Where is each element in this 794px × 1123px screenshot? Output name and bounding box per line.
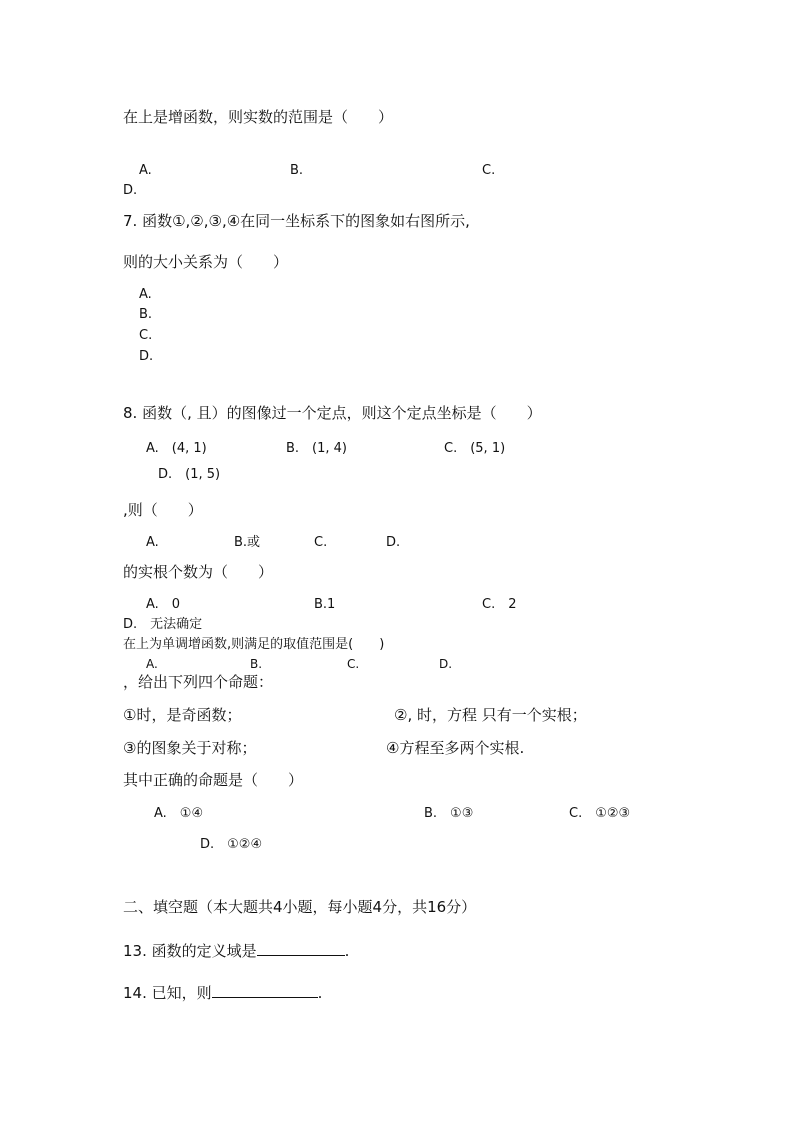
section-2-title: 二、填空题（本大题共4小题，每小题4分，共16分）	[123, 898, 477, 916]
q8-option-c: C. (5, 1)	[444, 441, 506, 456]
q12-proposition-2: ②, 时，方程 只有一个实根；	[394, 706, 587, 724]
q14-line	[123, 983, 322, 1002]
q12-stem: ，给出下列四个命题：	[123, 673, 274, 691]
q6-option-a: A.	[139, 163, 152, 178]
q14-stem: 14. 已知，则	[123, 984, 212, 1002]
q6-option-b: B.	[290, 163, 304, 178]
q12-option-d: D. ①②④	[200, 837, 263, 852]
q13-stem: 13. 函数的定义域是	[123, 942, 257, 960]
q7-stem2: 则的大小关系为（ ）	[123, 253, 289, 271]
q10-stem: 的实根个数为（ ）	[123, 563, 274, 581]
q12-proposition-3: ③的图象关于对称；	[123, 739, 257, 757]
q8-option-d: D. (1, 5)	[158, 467, 221, 482]
q11-option-c: C.	[347, 657, 360, 671]
q10-option-b: B.1	[314, 597, 336, 612]
q6-stem: 在上是增函数，则实数的范围是（ ）	[123, 108, 394, 126]
q7-option-a: A.	[139, 287, 152, 302]
q12-option-b: B. ①③	[424, 806, 474, 821]
q13-answer-blank[interactable]	[257, 941, 345, 956]
q8-option-b: B. (1, 4)	[286, 441, 348, 456]
q7-option-d: D.	[139, 349, 154, 364]
q12-option-c: C. ①②③	[569, 806, 631, 821]
q7-option-c: C.	[139, 328, 153, 343]
q6-option-d: D.	[123, 183, 138, 198]
q13-end: .	[344, 942, 350, 960]
q9-option-c: C.	[314, 535, 328, 550]
q9-option-b: B.或	[234, 535, 261, 550]
q11-stem: 在上为单调增函数,则满足的取值范围是( )	[123, 637, 385, 652]
q8-stem: 8. 函数（, 且）的图像过一个定点，则这个定点坐标是（ ）	[123, 404, 542, 422]
q9-stem: ,则（ ）	[123, 501, 203, 519]
q9-option-d: D.	[386, 535, 401, 550]
q11-option-a: A.	[146, 657, 158, 671]
q11-option-d: D.	[439, 657, 453, 671]
q10-option-c: C. 2	[482, 597, 517, 612]
q6-option-c: C.	[482, 163, 496, 178]
q12-proposition-1: ①时，是奇函数；	[123, 706, 242, 724]
q14-end: .	[317, 984, 323, 1002]
q14-answer-blank[interactable]	[212, 983, 318, 998]
q7-stem: 7. 函数①,②,③,④在同一坐标系下的图象如右图所示,	[123, 212, 470, 230]
q10-option-a: A. 0	[146, 597, 181, 612]
q12-proposition-4: ④方程至多两个实根.	[386, 739, 525, 757]
q13-line	[123, 941, 349, 960]
q7-option-b: B.	[139, 307, 153, 322]
q8-option-a: A. (4, 1)	[146, 441, 207, 456]
q11-option-b: B.	[250, 657, 263, 671]
q12-option-a: A. ①④	[154, 806, 204, 821]
q9-option-a: A.	[146, 535, 159, 550]
q12-question: 其中正确的命题是（ ）	[123, 771, 304, 789]
q10-option-d: D. 无法确定	[123, 617, 203, 632]
